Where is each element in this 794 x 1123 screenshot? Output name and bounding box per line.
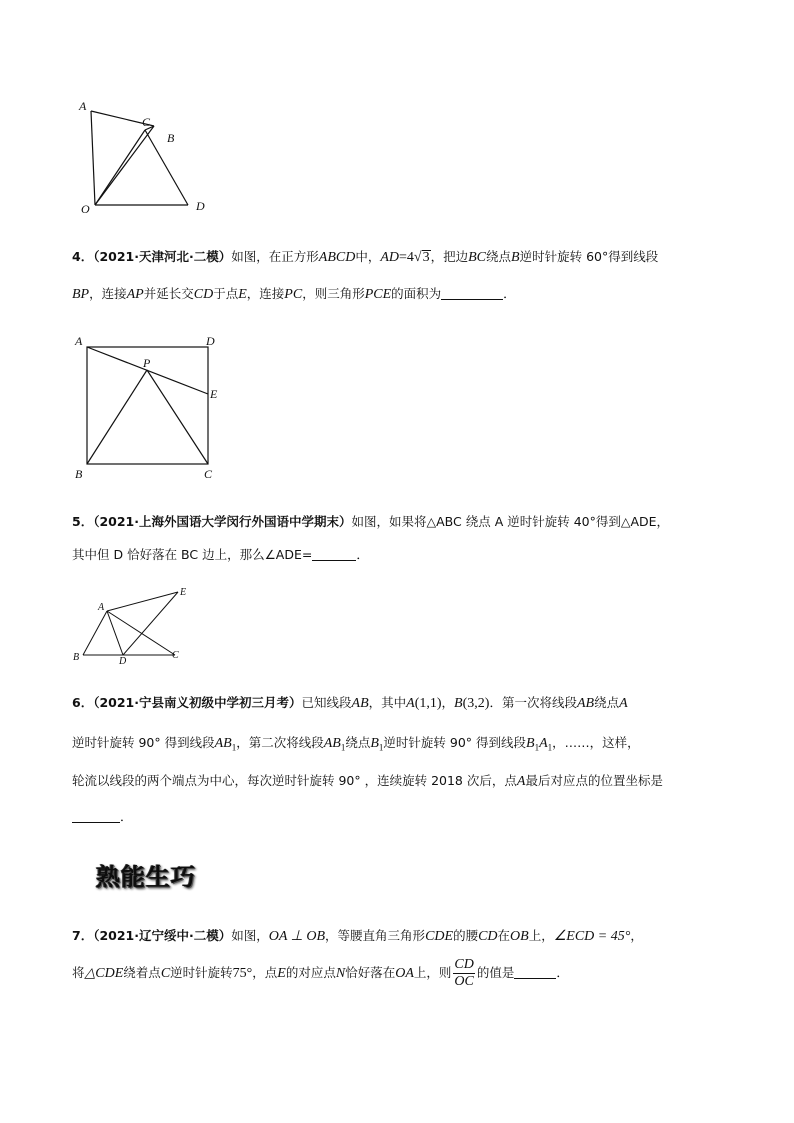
math: =4 <box>399 250 414 265</box>
question-7-line-2 <box>72 955 569 992</box>
section-title: 熟能生巧 <box>96 863 196 891</box>
question-source: （2021·辽宁绥中·二模） <box>93 928 232 943</box>
text: ，连接 <box>246 286 285 301</box>
text: 逆时针旋转 90° 得到线段 <box>72 735 215 750</box>
figure-square-abcd <box>70 330 230 485</box>
math: 1 <box>231 742 237 753</box>
label-B: B <box>167 131 175 145</box>
text: ，连接 <box>89 286 127 301</box>
label-C: C <box>142 115 151 129</box>
question-6-line-3 <box>72 772 663 791</box>
answer-blank[interactable] <box>72 809 120 823</box>
math: OA ⊥ OB <box>268 929 326 944</box>
text: 最后对应点的位置坐标是 <box>525 773 663 788</box>
answer-blank[interactable] <box>514 965 556 979</box>
question-number: 4． <box>72 249 94 264</box>
math: E <box>277 966 286 981</box>
fraction-numerator: CD <box>454 957 474 972</box>
math: AB <box>576 696 595 711</box>
text: 如图，在正方形 <box>231 249 319 264</box>
math: 75° <box>232 966 253 981</box>
text: 上， <box>528 928 554 943</box>
question-source: （2021·宁县南义初级中学初三月考） <box>93 695 302 710</box>
text: 轮流以线段的两个端点为中心，每次逆时针旋转 90° ，连续旋转 2018 次后，点 <box>72 773 517 788</box>
question-number: 7． <box>72 928 94 943</box>
question-source: （2021·天津河北·二模） <box>93 249 232 264</box>
question-source: （2021·上海外国语大学闵行外国语中学期末） <box>93 514 352 529</box>
figure-rotation-triangles <box>70 96 220 221</box>
text: ，其中 <box>368 695 407 710</box>
math: E <box>238 287 247 302</box>
question-number: 5． <box>72 514 94 529</box>
math: A <box>406 696 415 711</box>
label-B: B <box>75 467 83 481</box>
text: 其中但 D 恰好落在 BC 边上，那么∠ADE= <box>72 547 313 562</box>
math: 1 <box>378 742 384 753</box>
text: ，把边 <box>430 249 469 264</box>
math: (1,1) <box>414 696 442 711</box>
text: 中， <box>355 249 381 264</box>
math: CD <box>193 287 214 302</box>
question-4-line-2 <box>72 285 516 304</box>
label-B: B <box>73 652 80 663</box>
math: AB <box>323 736 341 751</box>
fraction-denominator: OC <box>454 974 474 989</box>
text: 如图，如果将△ABC 绕点 A 逆时针旋转 40°得到△ADE， <box>351 514 670 529</box>
math: OB <box>510 929 529 944</box>
math: A <box>619 696 628 711</box>
question-6-line-4 <box>72 808 133 826</box>
text: 的腰 <box>453 928 479 943</box>
math: AB <box>214 736 232 751</box>
text: 的面积为 <box>391 286 442 301</box>
text: 将 <box>72 965 85 980</box>
text: 上，则 <box>413 965 452 980</box>
text: 于点 <box>213 286 239 301</box>
question-5-line-1 <box>72 513 669 531</box>
text: 已知线段 <box>301 695 352 710</box>
math: AB <box>351 696 369 711</box>
label-C: C <box>204 467 213 481</box>
question-6-line-1 <box>72 694 628 713</box>
text: 逆时针旋转 60°得到线段 <box>519 249 659 264</box>
text: ． <box>503 286 516 301</box>
text: 逆时针旋转 90° 得到线段 <box>383 735 527 750</box>
fraction-cd-over-oc <box>453 957 474 990</box>
text: ，等腰直角三角形 <box>325 928 426 943</box>
math: PC <box>284 287 303 302</box>
math: PCE <box>364 287 392 302</box>
math: CDE <box>425 929 454 944</box>
answer-blank[interactable] <box>441 286 503 300</box>
math: (3,2) <box>462 696 490 711</box>
text: 在 <box>497 928 511 943</box>
text: ． <box>556 965 569 980</box>
text: 并延长交 <box>143 286 194 301</box>
figure-triangle-abc-ade <box>68 582 198 667</box>
label-E: E <box>180 587 187 598</box>
math: 1 <box>547 742 553 753</box>
text: ， <box>630 928 643 943</box>
question-5-line-2 <box>72 546 369 564</box>
label-A: A <box>98 602 105 613</box>
text: 绕点 <box>594 695 620 710</box>
text: 恰好落在 <box>345 965 396 980</box>
sqrt-sign: √ <box>413 250 422 265</box>
label-E: E <box>210 387 218 401</box>
question-number: 6． <box>72 695 94 710</box>
math: OA <box>395 966 414 981</box>
math: B <box>454 696 463 711</box>
text: ，则三角形 <box>302 286 365 301</box>
math: B <box>370 736 379 751</box>
math: 1 <box>340 742 346 753</box>
label-P: P <box>143 356 151 370</box>
text: 绕点 <box>486 249 512 264</box>
math: △CDE <box>84 966 124 981</box>
question-4-line-1 <box>72 248 658 267</box>
text: 逆时针旋转 <box>170 965 233 980</box>
math: AP <box>126 287 144 302</box>
text: 绕着点 <box>123 965 161 980</box>
question-7-line-1 <box>72 927 643 946</box>
math: N <box>335 966 346 981</box>
math: ∠ECD = 45° <box>553 929 631 944</box>
text: 的值是 <box>476 965 515 980</box>
math: C <box>160 966 171 981</box>
label-A: A <box>79 99 87 113</box>
text: 的对应点 <box>285 965 336 980</box>
label-D: D <box>119 656 127 667</box>
label-C: C <box>172 650 179 661</box>
math: B <box>526 736 535 751</box>
label-D: D <box>206 334 215 348</box>
math: BP <box>72 287 90 302</box>
math: 3 <box>422 250 430 265</box>
text: 绕点 <box>345 735 371 750</box>
text: ．第一次将线段 <box>489 695 577 710</box>
text: ，……，这样， <box>552 735 640 750</box>
text: ，第二次将线段 <box>236 735 324 750</box>
math: B <box>511 250 520 265</box>
text: 如图， <box>231 928 269 943</box>
label-D: D <box>196 199 205 213</box>
label-O: O <box>81 202 90 216</box>
math: CD <box>478 929 498 944</box>
label-A: A <box>75 334 83 348</box>
math: A <box>539 736 548 751</box>
text: ， <box>441 695 455 710</box>
math: ABCD <box>318 250 356 265</box>
math: AD <box>380 250 400 265</box>
answer-blank[interactable] <box>312 547 356 561</box>
text: ，点 <box>252 965 278 980</box>
question-6-line-2 <box>72 734 640 757</box>
math: A <box>516 774 526 789</box>
math: BC <box>468 250 487 265</box>
text: ． <box>120 809 133 824</box>
text: ． <box>356 547 369 562</box>
math: 1 <box>534 742 540 753</box>
